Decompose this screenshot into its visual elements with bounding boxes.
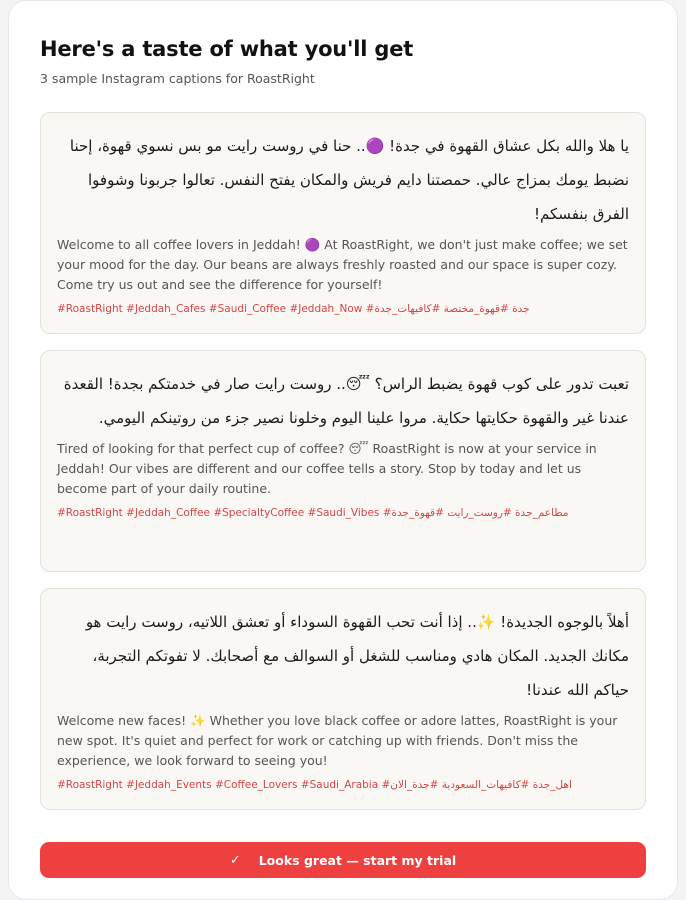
caption-arabic: أهلاً بالوجوه الجديدة! ✨.. إذا أنت تحب القهوة السوداء أو تعشق اللاتيه، روست رايت هو مكانك الجديد. المكان هادي ومناسب للشغل أو السوالف مع أصحابك. لا تفوتكم التجربة، حياكم الله عندنا! bbox=[85, 613, 629, 699]
caption-english: Tired of looking for that perfect cup of coffee? 😴 RoastRight is now at your service in Jeddah! Our vibes are different and our coffee tells a story. Stop by today and let us become part of your daily routine. bbox=[57, 441, 597, 496]
caption-card-1 bbox=[40, 112, 646, 334]
caption-hashtags: #RoastRight #Jeddah_Coffee #SpecialtyCoffee #Saudi_Vibes #مطاعم_جدة #روست_رايت #قهوة_جدة bbox=[57, 507, 569, 519]
caption-english: Welcome new faces! ✨ Whether you love black coffee or adore lattes, RoastRight is your new spot. It's quiet and perfect for work or catching up with friends. Don't miss the experience, we look forward to seeing you! bbox=[57, 713, 618, 768]
start-trial-button[interactable] bbox=[40, 842, 646, 878]
page-title: Here's a taste of what you'll get bbox=[40, 37, 414, 61]
caption-arabic: تعبت تدور على كوب قهوة يضبط الراس؟ 😴.. روست رايت صار في خدمتكم بجدة! القعدة عندنا غير والقهوة حكايتها حكاية. مروا علينا اليوم وخلونا نصير جزء من روتينكم اليومي. bbox=[63, 375, 629, 427]
check-icon: ✓ bbox=[229, 852, 241, 868]
caption-hashtags: #RoastRight #Jeddah_Cafes #Saudi_Coffee #Jeddah_Now #جدة #قهوة_مختصة #كافيهات_جدة bbox=[57, 303, 530, 315]
caption-english: Welcome to all coffee lovers in Jeddah! 🟣 At RoastRight, we don't just make coffee; we set your mood for the day. Our beans are always freshly roasted and our space is super cozy. Come try us out and see the difference for yourself! bbox=[57, 237, 628, 292]
page-subtitle: 3 sample Instagram captions for RoastRight bbox=[40, 71, 315, 86]
start-trial-label: Looks great — start my trial bbox=[258, 852, 457, 868]
caption-hashtags: #RoastRight #Jeddah_Events #Coffee_Lovers #Saudi_Arabia #اهل_جدة #كافيهات_السعودية #جدة_الان bbox=[57, 779, 572, 791]
caption-card-3 bbox=[40, 588, 646, 810]
caption-arabic: يا هلا والله بكل عشاق القهوة في جدة! 🟣.. حنا في روست رايت مو بس نسوي قهوة، إحنا نضبط يومك بمزاج عالي. حمصتنا دايم فريش والمكان يفتح النفس. تعالوا جربونا وشوفوا الفرق بنفسكم! bbox=[69, 137, 629, 223]
caption-card-2 bbox=[40, 350, 646, 572]
